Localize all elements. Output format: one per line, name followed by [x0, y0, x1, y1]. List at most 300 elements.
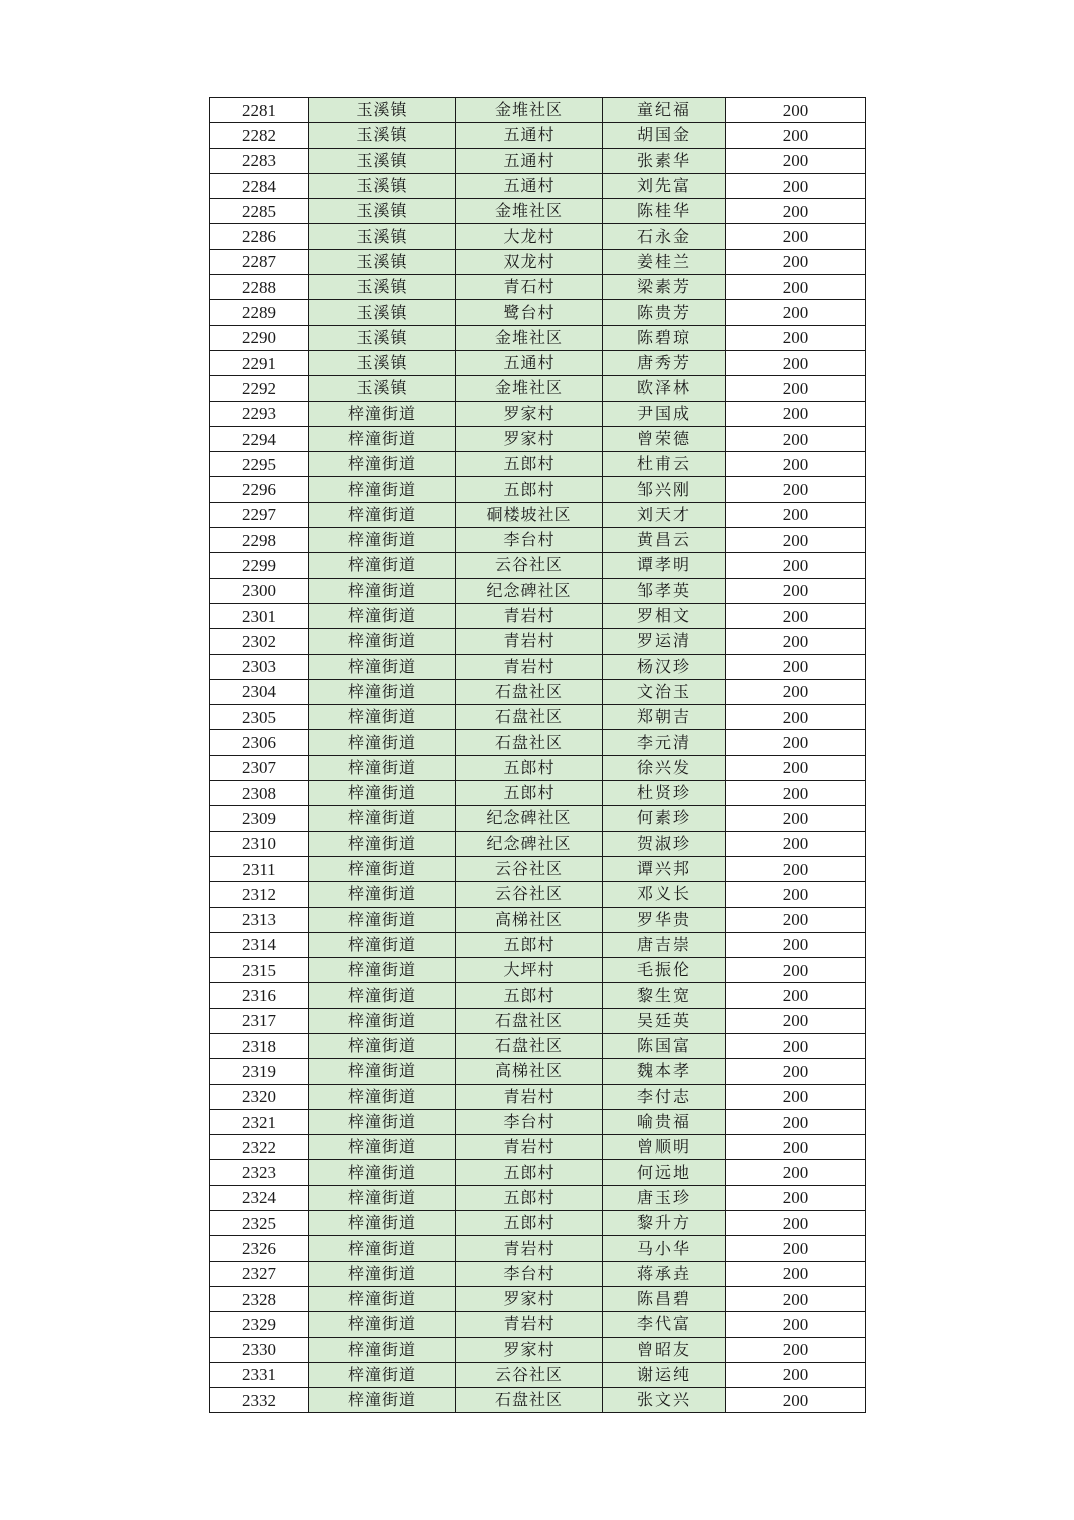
town-cell: 玉溪镇: [309, 249, 456, 274]
village-cell: 双龙村: [456, 249, 603, 274]
town-cell: 梓潼街道: [309, 426, 456, 451]
amount-cell: 200: [726, 629, 866, 654]
town-cell: 梓潼街道: [309, 983, 456, 1008]
town-cell: 梓潼街道: [309, 1337, 456, 1362]
table-row: [210, 376, 866, 401]
person-name-cell: 黎生宽: [603, 983, 726, 1008]
person-name-cell: 欧泽林: [603, 376, 726, 401]
row-number-cell: 2314: [210, 932, 309, 957]
amount-cell: 200: [726, 578, 866, 603]
amount-cell: 200: [726, 173, 866, 198]
table-row: [210, 679, 866, 704]
table-row: [210, 1337, 866, 1362]
table-row: [210, 882, 866, 907]
row-number-cell: 2323: [210, 1160, 309, 1185]
village-cell: 金堆社区: [456, 376, 603, 401]
town-cell: 梓潼街道: [309, 553, 456, 578]
row-number-cell: 2304: [210, 679, 309, 704]
row-number-cell: 2297: [210, 502, 309, 527]
village-cell: 五郎村: [456, 755, 603, 780]
person-name-cell: 曾顺明: [603, 1135, 726, 1160]
village-cell: 云谷社区: [456, 1362, 603, 1387]
table-row: [210, 452, 866, 477]
person-name-cell: 魏本孝: [603, 1059, 726, 1084]
row-number-cell: 2291: [210, 350, 309, 375]
town-cell: 梓潼街道: [309, 502, 456, 527]
person-name-cell: 刘先富: [603, 173, 726, 198]
town-cell: 梓潼街道: [309, 705, 456, 730]
row-number-cell: 2320: [210, 1084, 309, 1109]
village-cell: 金堆社区: [456, 325, 603, 350]
amount-cell: 200: [726, 654, 866, 679]
person-name-cell: 陈昌碧: [603, 1286, 726, 1311]
village-cell: 罗家村: [456, 1286, 603, 1311]
amount-cell: 200: [726, 1312, 866, 1337]
person-name-cell: 唐吉崇: [603, 932, 726, 957]
table-row: [210, 123, 866, 148]
person-name-cell: 梁素芳: [603, 275, 726, 300]
row-number-cell: 2295: [210, 452, 309, 477]
amount-cell: 200: [726, 477, 866, 502]
person-name-cell: 杜甫云: [603, 452, 726, 477]
town-cell: 梓潼街道: [309, 1059, 456, 1084]
table-row: [210, 224, 866, 249]
village-cell: 青岩村: [456, 1236, 603, 1261]
amount-cell: 200: [726, 932, 866, 957]
amount-cell: 200: [726, 249, 866, 274]
row-number-cell: 2293: [210, 401, 309, 426]
table-row: [210, 1312, 866, 1337]
row-number-cell: 2315: [210, 958, 309, 983]
village-cell: 云谷社区: [456, 882, 603, 907]
amount-cell: 200: [726, 679, 866, 704]
person-name-cell: 张素华: [603, 148, 726, 173]
amount-cell: 200: [726, 1160, 866, 1185]
row-number-cell: 2308: [210, 781, 309, 806]
amount-cell: 200: [726, 1362, 866, 1387]
town-cell: 梓潼街道: [309, 528, 456, 553]
village-cell: 五郎村: [456, 983, 603, 1008]
village-cell: 李台村: [456, 1109, 603, 1134]
town-cell: 梓潼街道: [309, 452, 456, 477]
person-name-cell: 陈国富: [603, 1033, 726, 1058]
town-cell: 梓潼街道: [309, 1362, 456, 1387]
amount-cell: 200: [726, 528, 866, 553]
village-cell: 鹭台村: [456, 300, 603, 325]
table-row: [210, 350, 866, 375]
amount-cell: 200: [726, 1109, 866, 1134]
person-name-cell: 文治玉: [603, 679, 726, 704]
table-row: [210, 325, 866, 350]
village-cell: 五通村: [456, 148, 603, 173]
row-number-cell: 2319: [210, 1059, 309, 1084]
town-cell: 梓潼街道: [309, 1109, 456, 1134]
row-number-cell: 2284: [210, 173, 309, 198]
town-cell: 梓潼街道: [309, 907, 456, 932]
row-number-cell: 2316: [210, 983, 309, 1008]
village-cell: 罗家村: [456, 1337, 603, 1362]
amount-cell: 200: [726, 426, 866, 451]
town-cell: 玉溪镇: [309, 173, 456, 198]
town-cell: 玉溪镇: [309, 98, 456, 123]
person-name-cell: 张文兴: [603, 1388, 726, 1413]
table-row: [210, 806, 866, 831]
table-row: [210, 1084, 866, 1109]
table-row: [210, 730, 866, 755]
person-name-cell: 毛振伦: [603, 958, 726, 983]
row-number-cell: 2324: [210, 1185, 309, 1210]
table-row: [210, 1008, 866, 1033]
town-cell: 梓潼街道: [309, 1008, 456, 1033]
village-cell: 青岩村: [456, 629, 603, 654]
table-row: [210, 932, 866, 957]
person-name-cell: 唐秀芳: [603, 350, 726, 375]
person-name-cell: 蒋承垚: [603, 1261, 726, 1286]
amount-cell: 200: [726, 199, 866, 224]
village-cell: 五郎村: [456, 1185, 603, 1210]
row-number-cell: 2303: [210, 654, 309, 679]
table-row: [210, 1160, 866, 1185]
table-row: [210, 148, 866, 173]
table-row: [210, 983, 866, 1008]
row-number-cell: 2309: [210, 806, 309, 831]
town-cell: 梓潼街道: [309, 1211, 456, 1236]
town-cell: 梓潼街道: [309, 856, 456, 881]
village-cell: 云谷社区: [456, 553, 603, 578]
row-number-cell: 2322: [210, 1135, 309, 1160]
person-name-cell: 吴廷英: [603, 1008, 726, 1033]
row-number-cell: 2306: [210, 730, 309, 755]
amount-cell: 200: [726, 831, 866, 856]
amount-cell: 200: [726, 350, 866, 375]
town-cell: 梓潼街道: [309, 831, 456, 856]
amount-cell: 200: [726, 502, 866, 527]
village-cell: 李台村: [456, 528, 603, 553]
table-row: [210, 856, 866, 881]
row-number-cell: 2300: [210, 578, 309, 603]
person-name-cell: 何远地: [603, 1160, 726, 1185]
table-row: [210, 477, 866, 502]
row-number-cell: 2287: [210, 249, 309, 274]
table-row: [210, 654, 866, 679]
amount-cell: 200: [726, 300, 866, 325]
person-name-cell: 喻贵福: [603, 1109, 726, 1134]
amount-cell: 200: [726, 705, 866, 730]
town-cell: 梓潼街道: [309, 603, 456, 628]
person-name-cell: 何素珍: [603, 806, 726, 831]
row-number-cell: 2282: [210, 123, 309, 148]
row-number-cell: 2329: [210, 1312, 309, 1337]
person-name-cell: 罗运清: [603, 629, 726, 654]
person-name-cell: 黄昌云: [603, 528, 726, 553]
village-cell: 青岩村: [456, 1084, 603, 1109]
village-cell: 石盘社区: [456, 1388, 603, 1413]
row-number-cell: 2318: [210, 1033, 309, 1058]
table-row: [210, 173, 866, 198]
amount-cell: 200: [726, 958, 866, 983]
amount-cell: 200: [726, 98, 866, 123]
person-name-cell: 陈碧琼: [603, 325, 726, 350]
town-cell: 玉溪镇: [309, 350, 456, 375]
amount-cell: 200: [726, 1033, 866, 1058]
village-cell: 五郎村: [456, 1211, 603, 1236]
village-cell: 罗家村: [456, 426, 603, 451]
person-name-cell: 邓义长: [603, 882, 726, 907]
amount-cell: 200: [726, 781, 866, 806]
village-cell: 云谷社区: [456, 856, 603, 881]
subsidy-list-table: [209, 97, 866, 1413]
row-number-cell: 2296: [210, 477, 309, 502]
table-row: [210, 528, 866, 553]
village-cell: 石盘社区: [456, 1033, 603, 1058]
row-number-cell: 2307: [210, 755, 309, 780]
town-cell: 梓潼街道: [309, 1261, 456, 1286]
village-cell: 石盘社区: [456, 679, 603, 704]
row-number-cell: 2301: [210, 603, 309, 628]
town-cell: 梓潼街道: [309, 1185, 456, 1210]
table-row: [210, 1135, 866, 1160]
town-cell: 梓潼街道: [309, 958, 456, 983]
row-number-cell: 2289: [210, 300, 309, 325]
town-cell: 梓潼街道: [309, 932, 456, 957]
table-row: [210, 958, 866, 983]
table-row: [210, 831, 866, 856]
table-row: [210, 1211, 866, 1236]
row-number-cell: 2299: [210, 553, 309, 578]
town-cell: 梓潼街道: [309, 654, 456, 679]
village-cell: 五郎村: [456, 1160, 603, 1185]
person-name-cell: 刘天才: [603, 502, 726, 527]
town-cell: 玉溪镇: [309, 123, 456, 148]
table-row: [210, 98, 866, 123]
town-cell: 梓潼街道: [309, 755, 456, 780]
village-cell: 石盘社区: [456, 1008, 603, 1033]
town-cell: 玉溪镇: [309, 325, 456, 350]
amount-cell: 200: [726, 806, 866, 831]
amount-cell: 200: [726, 603, 866, 628]
village-cell: 五通村: [456, 173, 603, 198]
row-number-cell: 2327: [210, 1261, 309, 1286]
village-cell: 纪念碑社区: [456, 806, 603, 831]
town-cell: 梓潼街道: [309, 679, 456, 704]
person-name-cell: 邹孝英: [603, 578, 726, 603]
town-cell: 玉溪镇: [309, 376, 456, 401]
row-number-cell: 2285: [210, 199, 309, 224]
table-row: [210, 907, 866, 932]
person-name-cell: 李付志: [603, 1084, 726, 1109]
table-row: [210, 1236, 866, 1261]
row-number-cell: 2321: [210, 1109, 309, 1134]
village-cell: 金堆社区: [456, 199, 603, 224]
person-name-cell: 罗华贵: [603, 907, 726, 932]
town-cell: 梓潼街道: [309, 730, 456, 755]
town-cell: 梓潼街道: [309, 781, 456, 806]
town-cell: 梓潼街道: [309, 882, 456, 907]
table-row: [210, 578, 866, 603]
table-body: [210, 98, 866, 1413]
person-name-cell: 杜贤珍: [603, 781, 726, 806]
person-name-cell: 姜桂兰: [603, 249, 726, 274]
village-cell: 青岩村: [456, 1312, 603, 1337]
row-number-cell: 2288: [210, 275, 309, 300]
village-cell: 罗家村: [456, 401, 603, 426]
row-number-cell: 2305: [210, 705, 309, 730]
table-row: [210, 755, 866, 780]
amount-cell: 200: [726, 123, 866, 148]
amount-cell: 200: [726, 1286, 866, 1311]
table-row: [210, 249, 866, 274]
amount-cell: 200: [726, 1059, 866, 1084]
row-number-cell: 2326: [210, 1236, 309, 1261]
amount-cell: 200: [726, 1236, 866, 1261]
table-row: [210, 1286, 866, 1311]
town-cell: 梓潼街道: [309, 1033, 456, 1058]
town-cell: 梓潼街道: [309, 1312, 456, 1337]
town-cell: 梓潼街道: [309, 401, 456, 426]
village-cell: 金堆社区: [456, 98, 603, 123]
amount-cell: 200: [726, 553, 866, 578]
row-number-cell: 2328: [210, 1286, 309, 1311]
village-cell: 五郎村: [456, 477, 603, 502]
table-row: [210, 1109, 866, 1134]
row-number-cell: 2302: [210, 629, 309, 654]
table-row: [210, 1033, 866, 1058]
person-name-cell: 胡国金: [603, 123, 726, 148]
row-number-cell: 2312: [210, 882, 309, 907]
amount-cell: 200: [726, 1008, 866, 1033]
town-cell: 玉溪镇: [309, 275, 456, 300]
person-name-cell: 曾昭友: [603, 1337, 726, 1362]
town-cell: 梓潼街道: [309, 629, 456, 654]
amount-cell: 200: [726, 452, 866, 477]
village-cell: 五郎村: [456, 452, 603, 477]
village-cell: 大龙村: [456, 224, 603, 249]
amount-cell: 200: [726, 882, 866, 907]
town-cell: 梓潼街道: [309, 1135, 456, 1160]
row-number-cell: 2292: [210, 376, 309, 401]
person-name-cell: 邹兴刚: [603, 477, 726, 502]
table-row: [210, 1059, 866, 1084]
amount-cell: 200: [726, 1135, 866, 1160]
amount-cell: 200: [726, 1084, 866, 1109]
town-cell: 玉溪镇: [309, 224, 456, 249]
town-cell: 梓潼街道: [309, 1388, 456, 1413]
amount-cell: 200: [726, 1261, 866, 1286]
village-cell: 五郎村: [456, 781, 603, 806]
amount-cell: 200: [726, 148, 866, 173]
village-cell: 青岩村: [456, 654, 603, 679]
amount-cell: 200: [726, 224, 866, 249]
person-name-cell: 谢运纯: [603, 1362, 726, 1387]
town-cell: 梓潼街道: [309, 1084, 456, 1109]
person-name-cell: 李元清: [603, 730, 726, 755]
row-number-cell: 2286: [210, 224, 309, 249]
village-cell: 青石村: [456, 275, 603, 300]
row-number-cell: 2330: [210, 1337, 309, 1362]
town-cell: 梓潼街道: [309, 1160, 456, 1185]
table-row: [210, 275, 866, 300]
table-row: [210, 300, 866, 325]
town-cell: 梓潼街道: [309, 1286, 456, 1311]
table-row: [210, 1362, 866, 1387]
row-number-cell: 2325: [210, 1211, 309, 1236]
town-cell: 梓潼街道: [309, 477, 456, 502]
amount-cell: 200: [726, 1388, 866, 1413]
village-cell: 青岩村: [456, 1135, 603, 1160]
amount-cell: 200: [726, 730, 866, 755]
row-number-cell: 2294: [210, 426, 309, 451]
table-row: [210, 426, 866, 451]
amount-cell: 200: [726, 907, 866, 932]
village-cell: 五郎村: [456, 932, 603, 957]
row-number-cell: 2281: [210, 98, 309, 123]
person-name-cell: 谭孝明: [603, 553, 726, 578]
table-row: [210, 705, 866, 730]
person-name-cell: 陈贵芳: [603, 300, 726, 325]
village-cell: 硐楼坡社区: [456, 502, 603, 527]
person-name-cell: 杨汉珍: [603, 654, 726, 679]
village-cell: 高梯社区: [456, 1059, 603, 1084]
table-row: [210, 1388, 866, 1413]
amount-cell: 200: [726, 325, 866, 350]
village-cell: 五通村: [456, 350, 603, 375]
amount-cell: 200: [726, 856, 866, 881]
town-cell: 玉溪镇: [309, 300, 456, 325]
person-name-cell: 曾荣德: [603, 426, 726, 451]
amount-cell: 200: [726, 376, 866, 401]
row-number-cell: 2298: [210, 528, 309, 553]
person-name-cell: 陈桂华: [603, 199, 726, 224]
town-cell: 梓潼街道: [309, 1236, 456, 1261]
person-name-cell: 石永金: [603, 224, 726, 249]
person-name-cell: 徐兴发: [603, 755, 726, 780]
town-cell: 玉溪镇: [309, 199, 456, 224]
table-row: [210, 199, 866, 224]
town-cell: 玉溪镇: [309, 148, 456, 173]
person-name-cell: 谭兴邦: [603, 856, 726, 881]
person-name-cell: 罗相文: [603, 603, 726, 628]
village-cell: 大坪村: [456, 958, 603, 983]
town-cell: 梓潼街道: [309, 806, 456, 831]
village-cell: 高梯社区: [456, 907, 603, 932]
amount-cell: 200: [726, 983, 866, 1008]
amount-cell: 200: [726, 1185, 866, 1210]
village-cell: 石盘社区: [456, 730, 603, 755]
town-cell: 梓潼街道: [309, 578, 456, 603]
amount-cell: 200: [726, 1211, 866, 1236]
amount-cell: 200: [726, 275, 866, 300]
row-number-cell: 2310: [210, 831, 309, 856]
table-row: [210, 629, 866, 654]
row-number-cell: 2317: [210, 1008, 309, 1033]
table-row: [210, 603, 866, 628]
table-row: [210, 1185, 866, 1210]
amount-cell: 200: [726, 755, 866, 780]
person-name-cell: 贺淑珍: [603, 831, 726, 856]
village-cell: 五通村: [456, 123, 603, 148]
table-row: [210, 781, 866, 806]
amount-cell: 200: [726, 401, 866, 426]
village-cell: 青岩村: [456, 603, 603, 628]
amount-cell: 200: [726, 1337, 866, 1362]
person-name-cell: 唐玉珍: [603, 1185, 726, 1210]
row-number-cell: 2331: [210, 1362, 309, 1387]
person-name-cell: 童纪福: [603, 98, 726, 123]
village-cell: 纪念碑社区: [456, 831, 603, 856]
row-number-cell: 2311: [210, 856, 309, 881]
table-row: [210, 401, 866, 426]
row-number-cell: 2290: [210, 325, 309, 350]
